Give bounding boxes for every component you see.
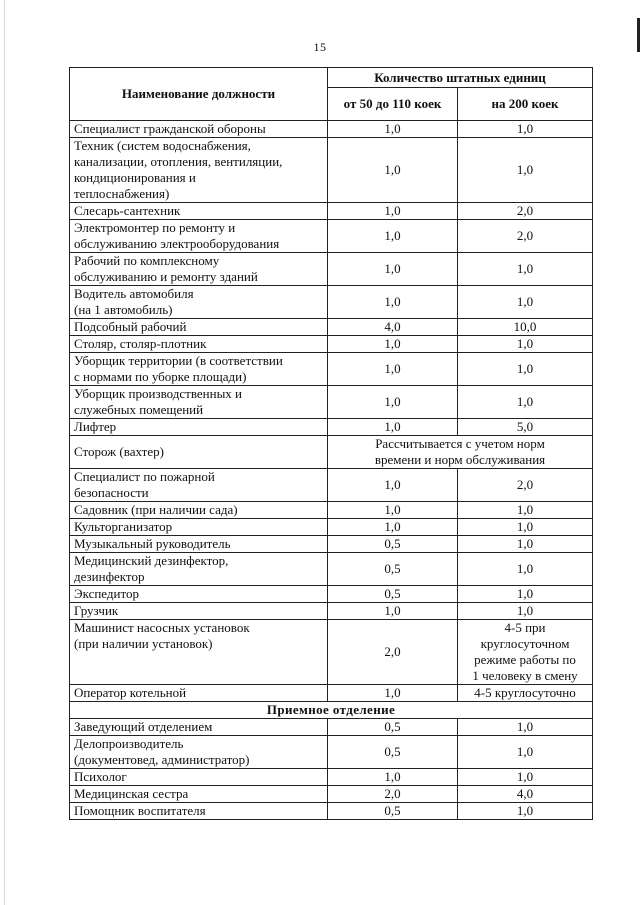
- count-200: 1,0: [458, 336, 593, 353]
- table-row: [70, 353, 593, 386]
- table-row: [70, 502, 593, 519]
- page-number: 15: [313, 40, 327, 54]
- header-col-200: на 200 коек: [458, 88, 593, 121]
- table-row: [70, 419, 593, 436]
- count-50-110: 0,5: [328, 586, 458, 603]
- table-row: [70, 536, 593, 553]
- count-200: 1,0: [458, 803, 593, 820]
- position-name: Садовник (при наличии сада): [70, 502, 328, 519]
- position-name: Медицинская сестра: [70, 786, 328, 803]
- table-row: [70, 386, 593, 419]
- table-row: [70, 319, 593, 336]
- count-200: 1,0: [458, 603, 593, 620]
- count-50-110: 1,0: [328, 286, 458, 319]
- table-row: [70, 685, 593, 702]
- count-50-110: 1,0: [328, 386, 458, 419]
- position-name: Делопроизводитель (документовед, администратор): [70, 736, 328, 769]
- count-50-110: 4,0: [328, 319, 458, 336]
- count-50-110: 1,0: [328, 253, 458, 286]
- position-name: Электромонтер по ремонту и обслуживанию электрооборудования: [70, 220, 328, 253]
- table-row: [70, 203, 593, 220]
- count-50-110: 1,0: [328, 121, 458, 138]
- count-200: 2,0: [458, 203, 593, 220]
- count-200: 4-5 круглосуточно: [458, 685, 593, 702]
- staffing-table: [69, 67, 593, 820]
- count-200: 1,0: [458, 719, 593, 736]
- count-50-110: 1,0: [328, 469, 458, 502]
- count-200: 1,0: [458, 253, 593, 286]
- position-name: Техник (систем водоснабжения, канализации, отопления, вентиляции, кондиционирования и теплоснабжения): [70, 138, 328, 203]
- table-row: [70, 603, 593, 620]
- position-name: Столяр, столяр-плотник: [70, 336, 328, 353]
- position-name: Оператор котельной: [70, 685, 328, 702]
- header-position: Наименование должности: [70, 68, 328, 121]
- position-name: Музыкальный руководитель: [70, 536, 328, 553]
- table-row: [70, 286, 593, 319]
- count-200: 4-5 при круглосуточном режиме работы по 1 человеку в смену: [458, 620, 593, 685]
- count-50-110: 1,0: [328, 502, 458, 519]
- count-50-110: 2,0: [328, 620, 458, 685]
- table-row: [70, 121, 593, 138]
- count-50-110: 1,0: [328, 519, 458, 536]
- position-name: Слесарь-сантехник: [70, 203, 328, 220]
- count-200: 10,0: [458, 319, 593, 336]
- table-row: [70, 620, 593, 685]
- count-200: 1,0: [458, 769, 593, 786]
- count-50-110: 0,5: [328, 719, 458, 736]
- count-200: 1,0: [458, 353, 593, 386]
- count-200: 1,0: [458, 519, 593, 536]
- position-name: Грузчик: [70, 603, 328, 620]
- count-200: 1,0: [458, 502, 593, 519]
- table-header: [70, 68, 593, 121]
- position-name: Специалист по пожарной безопасности: [70, 469, 328, 502]
- count-50-110: 0,5: [328, 553, 458, 586]
- count-200: 5,0: [458, 419, 593, 436]
- count-50-110: 0,5: [328, 536, 458, 553]
- table-row: [70, 736, 593, 769]
- position-name: Уборщик производственных и служебных помещений: [70, 386, 328, 419]
- table-row: [70, 436, 593, 469]
- count-50-110: 1,0: [328, 685, 458, 702]
- count-50-110: 1,0: [328, 353, 458, 386]
- table-row: [70, 469, 593, 502]
- count-50-110: 0,5: [328, 803, 458, 820]
- table-row: [70, 719, 593, 736]
- count-200: 1,0: [458, 586, 593, 603]
- position-name: Сторож (вахтер): [70, 436, 328, 469]
- position-name: Помощник воспитателя: [70, 803, 328, 820]
- table-row: [70, 519, 593, 536]
- merged-note: Рассчитывается с учетом норм времени и норм обслуживания: [328, 436, 593, 469]
- position-name: Психолог: [70, 769, 328, 786]
- table-row: [70, 220, 593, 253]
- table-row: [70, 336, 593, 353]
- position-name: Рабочий по комплексному обслуживанию и ремонту зданий: [70, 253, 328, 286]
- position-name: Культорганизатор: [70, 519, 328, 536]
- table-row: [70, 138, 593, 203]
- position-name: Специалист гражданской обороны: [70, 121, 328, 138]
- count-200: 2,0: [458, 220, 593, 253]
- count-50-110: 1,0: [328, 138, 458, 203]
- table-row: [70, 803, 593, 820]
- position-name: Машинист насосных установок (при наличии установок): [70, 620, 328, 685]
- table-body: [70, 121, 593, 820]
- table-row: [70, 586, 593, 603]
- position-name: Уборщик территории (в соответствии с нормами по уборке площади): [70, 353, 328, 386]
- position-name: Заведующий отделением: [70, 719, 328, 736]
- section-heading: Приемное отделение: [70, 702, 593, 719]
- count-50-110: 1,0: [328, 203, 458, 220]
- table-row: [70, 253, 593, 286]
- table-row: [70, 786, 593, 803]
- position-name: Подсобный рабочий: [70, 319, 328, 336]
- table-row: [70, 553, 593, 586]
- count-50-110: 1,0: [328, 220, 458, 253]
- count-200: 4,0: [458, 786, 593, 803]
- position-name: Экспедитор: [70, 586, 328, 603]
- count-50-110: 2,0: [328, 786, 458, 803]
- position-name: Водитель автомобиля (на 1 автомобиль): [70, 286, 328, 319]
- count-50-110: 1,0: [328, 769, 458, 786]
- count-200: 1,0: [458, 736, 593, 769]
- count-50-110: 1,0: [328, 419, 458, 436]
- position-name: Медицинский дезинфектор, дезинфектор: [70, 553, 328, 586]
- count-200: 1,0: [458, 138, 593, 203]
- count-200: 1,0: [458, 286, 593, 319]
- section-row: [70, 702, 593, 719]
- position-name: Лифтер: [70, 419, 328, 436]
- header-count-group: Количество штатных единиц: [328, 68, 593, 88]
- count-200: 1,0: [458, 121, 593, 138]
- scan-edge-line: [4, 0, 5, 905]
- count-50-110: 1,0: [328, 336, 458, 353]
- header-col-50-110: от 50 до 110 коек: [328, 88, 458, 121]
- count-50-110: 0,5: [328, 736, 458, 769]
- count-200: 2,0: [458, 469, 593, 502]
- count-200: 1,0: [458, 536, 593, 553]
- count-200: 1,0: [458, 553, 593, 586]
- table-row: [70, 769, 593, 786]
- count-200: 1,0: [458, 386, 593, 419]
- count-50-110: 1,0: [328, 603, 458, 620]
